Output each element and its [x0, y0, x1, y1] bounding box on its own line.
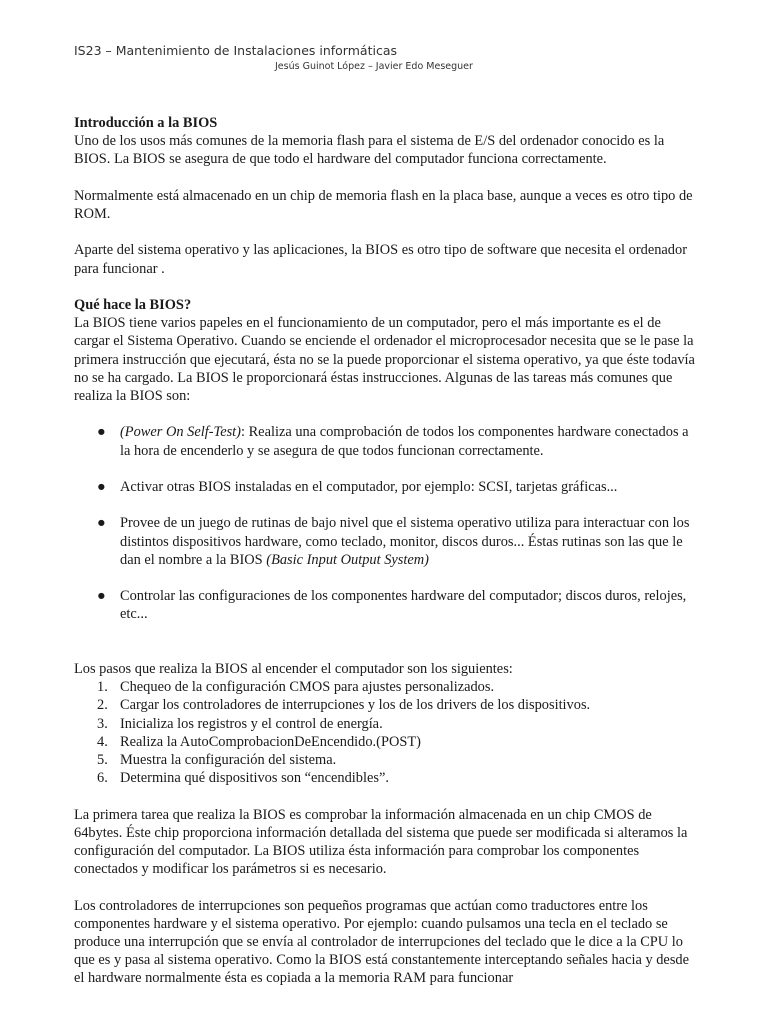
bios-tasks-list	[74, 423, 698, 623]
list-item	[74, 751, 698, 769]
intro-paragraph-1: Uno de los usos más comunes de la memoria flash para el sistema de E/S del ordenador conocido es la BIOS. La BIOS se asegura de que todo el hardware del computador funciona correctamente.	[74, 133, 665, 168]
step-text: Determina qué dispositivos son “encendibles”.	[120, 770, 389, 787]
step-number: 1.	[97, 679, 108, 696]
steps-intro: Los pasos que realiza la BIOS al encender el computador son los siguientes:	[74, 660, 513, 677]
list-item	[74, 587, 698, 623]
bullet-icon: ●	[97, 478, 106, 495]
list-item-italic: (Basic Input Output System)	[266, 551, 429, 568]
list-item	[74, 696, 698, 714]
bullet-icon: ●	[97, 588, 106, 605]
list-item	[74, 678, 698, 696]
list-item	[74, 715, 698, 733]
list-item-text: : Realiza una comprobación de todos los componentes hardware conectados a la hora de encenderlo y se asegura de que todos funcionan correctamente.	[120, 424, 689, 459]
step-text: Inicializa los registros y el control de energía.	[120, 715, 383, 732]
step-text: Muestra la configuración del sistema.	[120, 751, 337, 768]
list-item	[74, 733, 698, 751]
list-item-text: Provee de un juego de rutinas de bajo nivel que el sistema operativo utiliza para interactuar con los distintos dispositivos hardware, como teclado, monitor, discos duros... Éstas rutinas son las que le dan el nombre a la BIOS	[120, 515, 690, 568]
bullet-icon: ●	[97, 515, 106, 532]
list-item	[74, 769, 698, 787]
step-number: 3.	[97, 715, 108, 732]
list-item-text: Activar otras BIOS instaladas en el computador, por ejemplo: SCSI, tarjetas gráficas...	[120, 478, 618, 495]
document-body	[74, 114, 698, 988]
what-paragraph: La BIOS tiene varios papeles en el funcionamiento de un computador, pero el más importante es el de cargar el Sistema Operativo. Cuando se enciende el ordenador el microprocesador necesita que se le pase la primera instrucción que ejecutará, ésta no se la puede proporcionar el sistema operativo, ya que éste todavía no se ha cargado. La BIOS le proporcionará éstas instrucciones. Algunas de las tareas más comunes que realiza la BIOS son:	[74, 315, 695, 404]
intro-heading: Introducción a la BIOS	[74, 115, 218, 131]
list-item-text: Controlar las configuraciones de los componentes hardware del computador; discos duros, relojes, etc...	[120, 588, 687, 623]
step-number: 5.	[97, 751, 108, 768]
intro-paragraph-3: Aparte del sistema operativo y las aplicaciones, la BIOS es otro tipo de software que necesita el ordenador para funcionar .	[74, 242, 687, 277]
list-item	[74, 478, 698, 496]
step-text: Cargar los controladores de interrupciones y los de los drivers de los dispositivos.	[120, 697, 591, 714]
interrupts-paragraph: Los controladores de interrupciones son pequeños programas que actúan como traductores entre los componentes hardware y el sistema operativo. Por ejemplo: cuando pulsamos una tecla en el teclado se produce una interrupción que se envía al controlador de interrupciones del teclado que le dice a la CPU lo que es y pasa al sistema operativo. Como la BIOS está constantemente interceptando señales hacia y desde el hardware normalmente ésta es copiada a la memoria RAM para funcionar	[74, 897, 690, 987]
cmos-paragraph: La primera tarea que realiza la BIOS es comprobar la información almacenada en un chip CMOS de 64bytes. Éste chip proporciona información detallada del sistema que puede ser modificada si alteramos la configuración del computador. La BIOS utiliza ésta información para comprobar los componentes conectados y modificar los parámetros si es necesario.	[74, 806, 688, 878]
bios-steps-list	[74, 678, 698, 787]
intro-paragraph-2: Normalmente está almacenado en un chip de memoria flash en la placa base, aunque a veces es otro tipo de ROM.	[74, 187, 693, 222]
step-number: 6.	[97, 770, 108, 787]
header-authors: Jesús Guinot López – Javier Edo Meseguer	[275, 61, 473, 72]
list-item	[74, 423, 698, 459]
list-item-italic: (Power On Self-Test)	[120, 424, 241, 441]
step-number: 2.	[97, 697, 108, 714]
header-course-title: IS23 – Mantenimiento de Instalaciones informáticas	[74, 43, 397, 58]
step-number: 4.	[97, 733, 108, 750]
bullet-icon: ●	[97, 424, 106, 441]
what-heading: Qué hace la BIOS?	[74, 296, 192, 313]
list-item	[74, 514, 698, 569]
step-text: Realiza la AutoComprobacionDeEncendido.(POST)	[120, 733, 421, 750]
step-text: Chequeo de la configuración CMOS para ajustes personalizados.	[120, 679, 495, 696]
